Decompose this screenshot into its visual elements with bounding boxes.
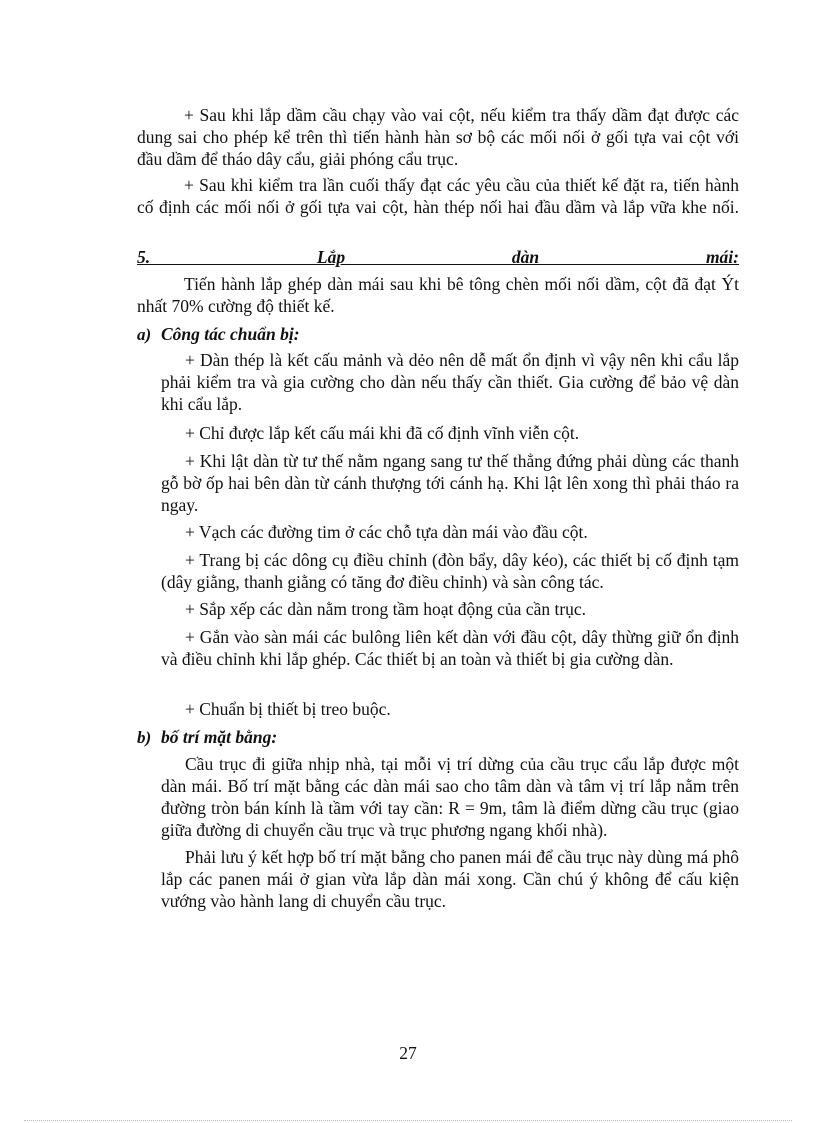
subsection-title-a: Công tác chuẩn bị:	[161, 324, 300, 344]
list-item: Phải lưu ý kết hợp bố trí mặt bằng cho panen mái để cầu trục này dùng má phô lắp các panen mái ở gian vừa lắp dàn mái xong. Cần chú ý không để cấu kiện vướng vào hành lang di chuyển cầu trục.	[161, 847, 739, 911]
page-bottom-divider	[24, 1120, 792, 1121]
section-heading-5: 5. Lắp dàn mái:	[137, 247, 739, 267]
subsection-heading-a	[137, 323, 739, 346]
list-item: + Gắn vào sàn mái các bulông liên kết dàn với đầu cột, dây thừng giữ ổn định và điều chỉnh khi lắp ghép. Các thiết bị an toàn và thiết bị gia cường dàn.	[161, 627, 739, 669]
subsection-marker-b: b)	[137, 728, 152, 747]
list-item: + Vạch các đường tim ở các chỗ tựa dàn mái vào đầu cột.	[185, 522, 588, 542]
page-number: 27	[399, 1043, 417, 1063]
subsection-marker-a: a)	[137, 325, 152, 344]
list-item: + Khi lật dàn từ tư thế nằm ngang sang tư thế thẳng đứng phải dùng các thanh gỗ bờ ốp hai bên dàn từ cánh thượng tới cánh hạ. Khi lật lên xong thì phải tháo ra ngay.	[161, 451, 739, 515]
paragraph-crane-beam-welding: + Sau khi lắp dầm cầu chạy vào vai cột, nếu kiểm tra thấy dầm đạt được các dung sai cho phép kể trên thì tiến hành hàn sơ bộ các mối nối ở gối tựa vai cột với đầu dầm để tháo dây cẩu, giải phóng cẩu trục.	[137, 105, 739, 169]
subsection-title-b: bố trí mặt bằng:	[161, 727, 278, 747]
paragraph-final-inspection: + Sau khi kiểm tra lần cuối thấy đạt các yêu cầu của thiết kế đặt ra, tiến hành cố định các mối nối ở gối tựa vai cột, hàn thép nối hai đầu dầm và lắp vữa khe nối.	[137, 175, 739, 217]
list-item: Cầu trục đi giữa nhịp nhà, tại mỗi vị trí dừng của cầu trục cẩu lắp được một dàn mái. Bố trí mặt bằng các dàn mái sao cho tâm dàn và tâm vị trí lắp nằm trên đường tròn bán kính là tầm với tay cần: R = 9m, tâm là điểm dừng cầu trục (giao giữa đường di chuyển cầu trục và trục phương ngang khối nhà).	[161, 754, 739, 840]
list-item: + Dàn thép là kết cấu mảnh và dẻo nên dễ mất ổn định vì vậy nên khi cẩu lắp phải kiểm tra và gia cường cho dàn nếu thấy cần thiết. Gia cường để bảo vệ dàn khi cẩu lắp.	[161, 350, 739, 414]
subsection-heading-b	[137, 726, 739, 749]
section-5-intro: Tiến hành lắp ghép dàn mái sau khi bê tông chèn mối nối dầm, cột đã đạt Ýt nhất 70% cường độ thiết kế.	[137, 274, 739, 316]
list-item: + Chỉ được lắp kết cấu mái khi đã cố định vĩnh viễn cột.	[185, 423, 580, 443]
list-item: + Sắp xếp các dàn nằm trong tầm hoạt động của cần trục.	[185, 599, 587, 619]
list-item: + Trang bị các dông cụ điều chỉnh (đòn bẩy, dây kéo), các thiết bị cố định tạm (dây giằng, thanh giằng có tăng đơ điều chỉnh) và sàn công tác.	[161, 550, 739, 592]
list-item: + Chuẩn bị thiết bị treo buộc.	[185, 699, 391, 719]
